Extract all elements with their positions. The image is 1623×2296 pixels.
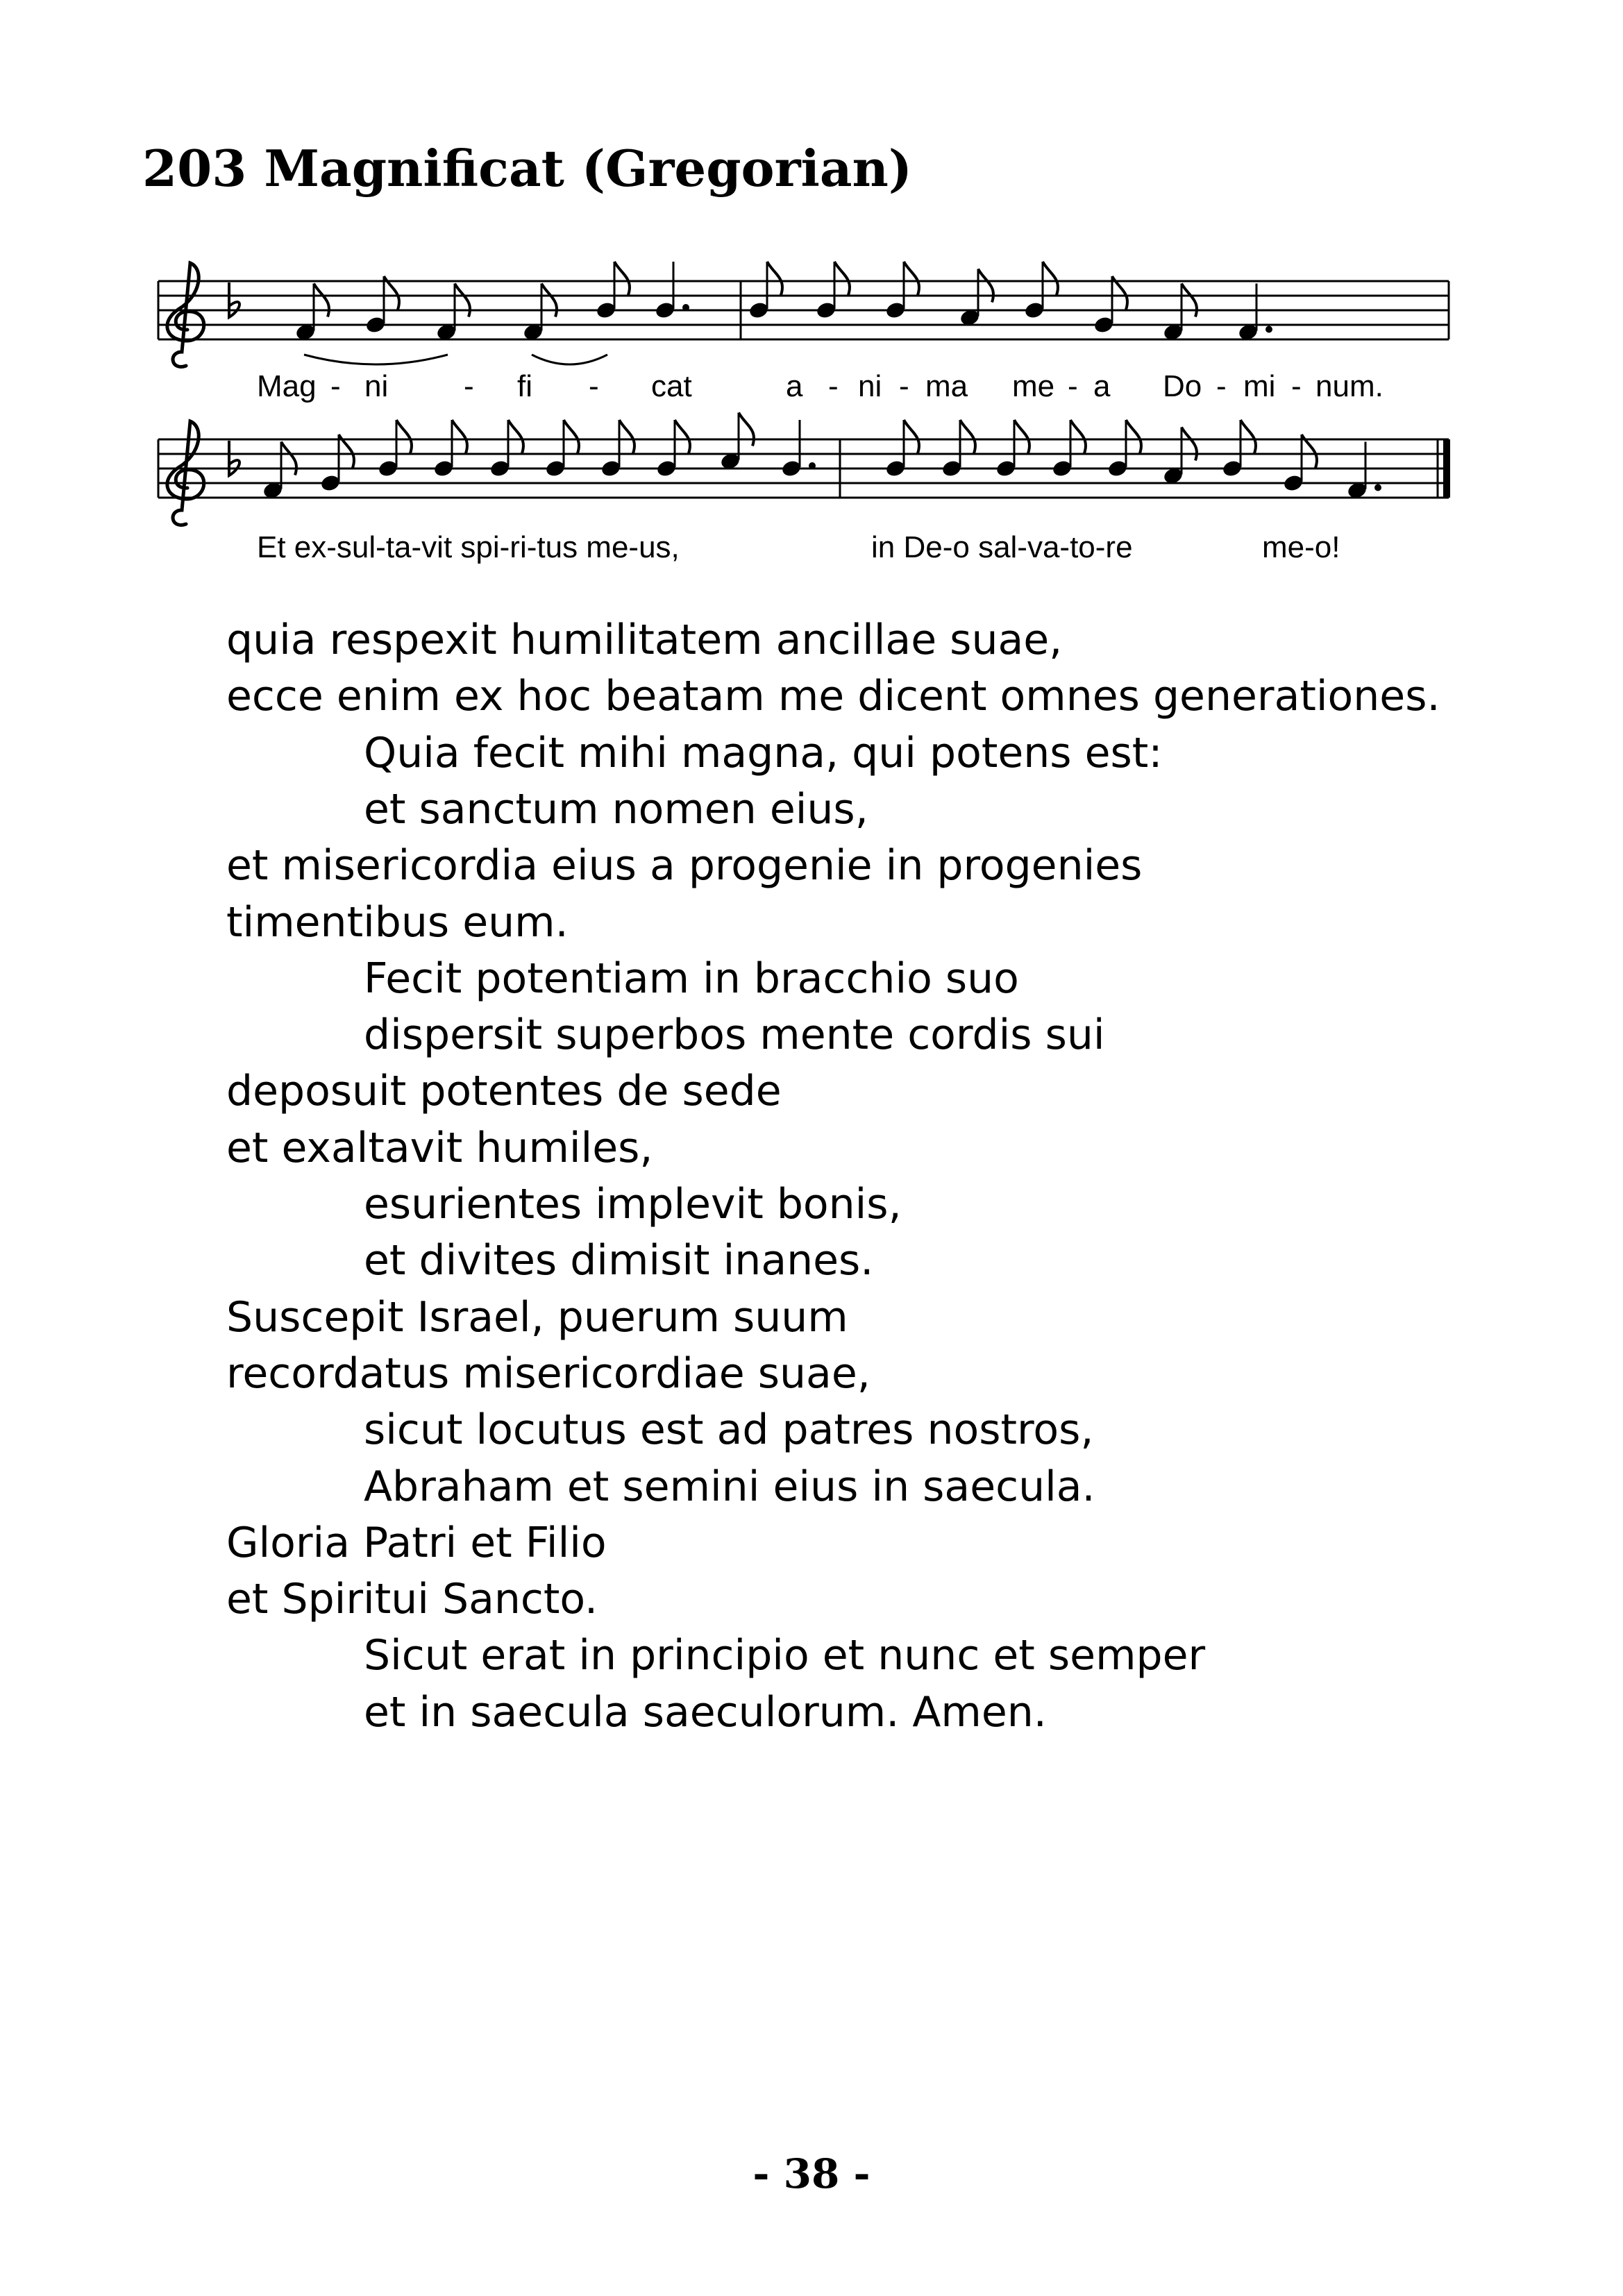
lyric-hyphen: - [464,369,474,403]
eighth-flag [1241,420,1256,453]
lyric-hyphen: - [828,369,839,403]
verse-line: dispersit superbos mente cordis sui [364,1011,1105,1060]
verse-line: et exaltavit humiles, [226,1123,653,1172]
lyric-hyphen: - [1068,369,1078,403]
verse-line: esurientes implevit bonis, [364,1180,902,1229]
lyrics-line-1 [257,369,1384,403]
verse-line: sicut locutus est ad patres nostros, [364,1406,1094,1455]
eighth-flag [834,262,850,295]
treble-clef-icon [167,421,204,525]
lyric-syllable: cat [651,369,692,403]
verse-line: deposuit potentes de sede [226,1067,782,1116]
eighth-flag [1181,284,1197,317]
eighth-flag [619,420,634,453]
eighth-flag [675,420,690,453]
eighth-flag [452,420,467,453]
verse-line: Sicut erat in principio et nunc et semper [364,1631,1206,1680]
flat-icon [229,441,239,475]
lyric-syllable: a [1093,369,1111,403]
eighth-flag [281,442,296,475]
eighth-flag [508,420,523,453]
augmentation-dot [1374,484,1381,491]
eighth-flag [739,413,754,446]
lyric-syllable: mi [1243,369,1276,403]
treble-clef-icon [167,263,204,366]
sheet-music [0,0,1623,611]
page-number: - 38 - [752,2150,871,2197]
eighth-flag [396,420,412,453]
lyric-hyphen: - [589,369,599,403]
lyric-hyphen: - [1291,369,1302,403]
eighth-flag [904,420,919,453]
eighth-flag [1126,420,1141,453]
slur [304,355,448,364]
verse-line: et in saecula saeculorum. Amen. [364,1687,1047,1737]
lyric-syllable: Mag [257,369,317,403]
verse-line: Abraham et semini eius in saecula. [364,1462,1095,1511]
lyrics-line-2 [257,530,1340,564]
verse-line: et divites dimisit inanes. [364,1236,874,1285]
verse-line: Gloria Patri et Filio [226,1518,607,1567]
hymn-title: 203 Magnificat (Gregorian) [142,139,912,198]
verse-line: Quia fecit mihi magna, qui potens est: [364,728,1163,777]
verse-line: timentibus eum. [226,897,569,947]
verse-line: quia respexit humilitatem ancillae suae, [226,616,1063,664]
lyric-hyphen: - [1216,369,1227,403]
eighth-flag [564,420,579,453]
eighth-flag [1181,428,1197,461]
eighth-flag [455,284,470,317]
lyric-hyphen: - [899,369,909,403]
eighth-flag [1070,420,1086,453]
lyric-syllable: num. [1315,369,1384,403]
verse-line: recordatus misericordiae suae, [226,1349,871,1398]
eighth-flag [541,284,557,317]
eighth-flag [614,262,630,295]
lyric-syllable: ni [364,369,389,403]
lyric-syllable: fi [517,369,532,403]
eighth-flag [904,262,919,295]
final-barline-thick [1443,439,1450,498]
eighth-flag [960,420,975,453]
eighth-flag [314,284,329,317]
music-system-2 [158,413,1450,525]
lyric-hyphen: - [330,369,341,403]
verse-line: ecce enim ex hoc beatam me dicent omnes generationes. [226,672,1440,721]
verse-line: Suscepit Israel, puerum suum [226,1292,848,1342]
lyric-syllable: ni [858,369,882,403]
eighth-flag [767,262,782,295]
augmentation-dot [682,304,689,311]
lyric-phrase: me-o! [1262,530,1340,564]
lyric-syllable: me [1012,369,1055,403]
verse-line: et misericordia eius a progenie in progenies [226,841,1143,890]
verse-line: Fecit potentiam in bracchio suo [364,954,1019,1003]
lyric-syllable: ma [925,369,968,403]
augmentation-dot [809,462,816,469]
music-system-1 [158,262,1449,366]
lyric-syllable: a [786,369,803,403]
eighth-flag [1014,420,1029,453]
augmentation-dot [1265,326,1272,333]
eighth-flag [978,269,993,303]
lyric-phrase: in De-o sal-va-to-re [871,530,1133,564]
verse-line: et sanctum nomen eius, [364,784,868,834]
flat-icon [229,282,239,317]
slur [532,355,607,364]
verse-line: et Spiritui Sancto. [226,1575,598,1624]
lyric-phrase: Et ex-sul-ta-vit spi-ri-tus me-us, [257,530,680,564]
lyric-syllable: Do [1163,369,1202,403]
eighth-flag [1043,262,1058,295]
